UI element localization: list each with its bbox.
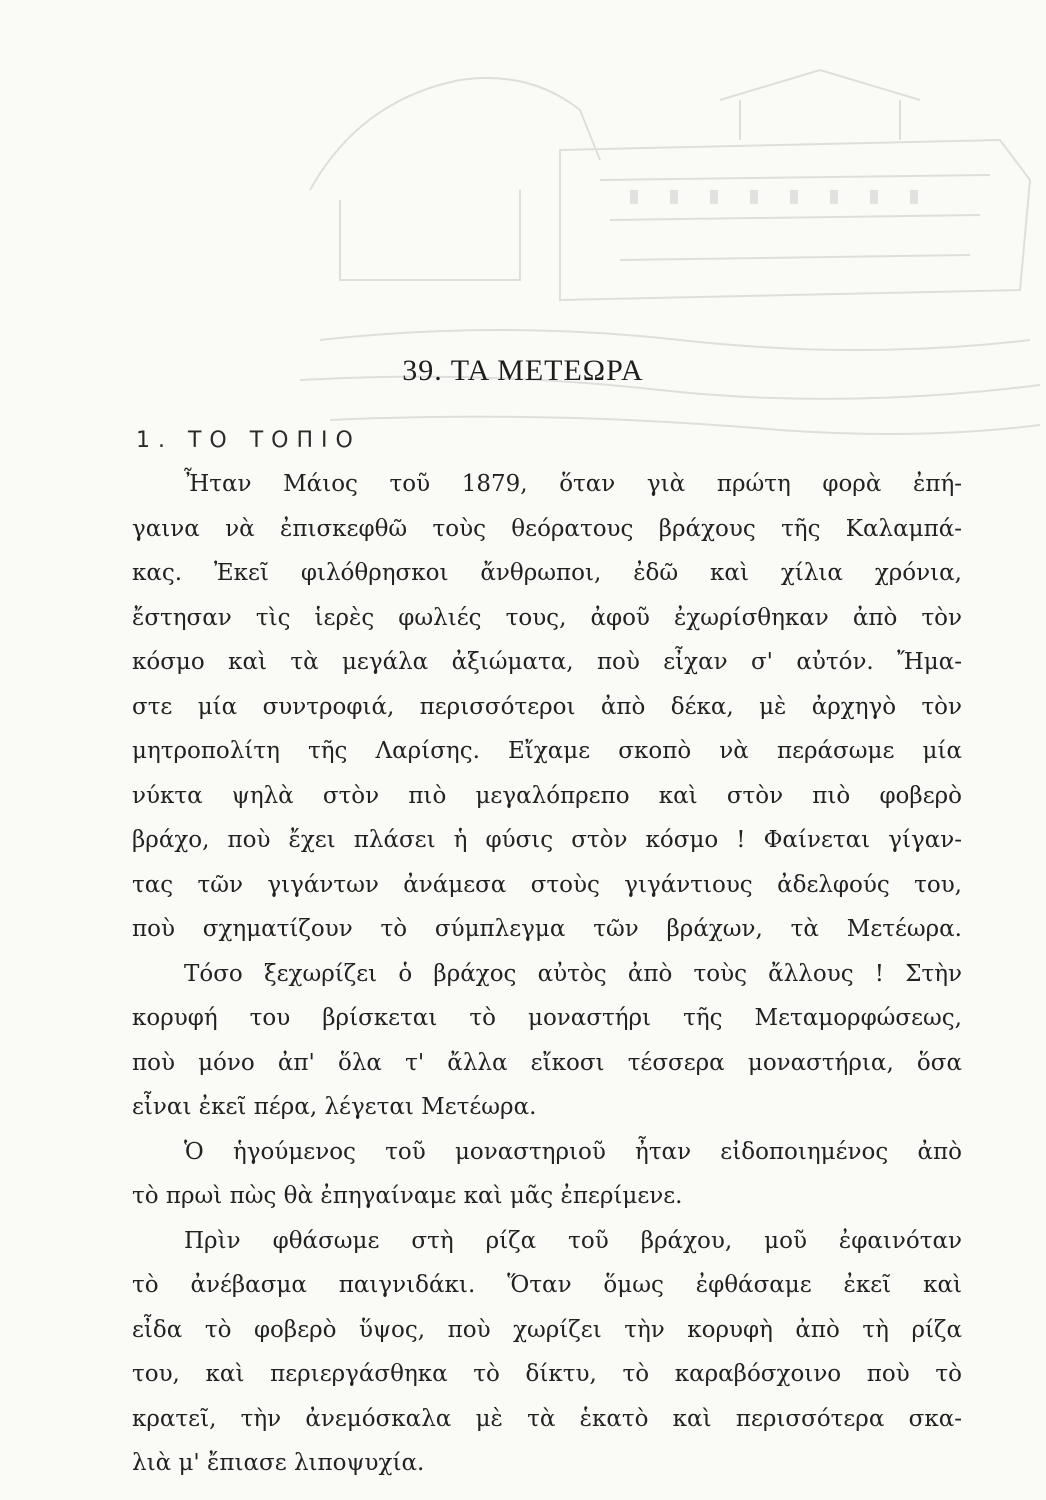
text-line: τὸ πρωὶ πὼς θὰ ἐπηγαίναμε καὶ μᾶς ἐπερίμενε. bbox=[132, 1183, 683, 1209]
text-line: στε μία συντροφιά, περισσότεροι ἀπὸ δέκα, μὲ ἀρχηγὸ τὸν bbox=[132, 693, 962, 720]
text-line: κρατεῖ, τὴν ἀνεμόσκαλα μὲ τὰ ἑκατὸ καὶ περισσότερα σκα- bbox=[132, 1405, 962, 1432]
text-line: Ὁ ἡγούμενος τοῦ μοναστηριοῦ ἦταν εἰδοποιημένος ἀπὸ bbox=[184, 1138, 962, 1165]
monastery-sketch-illustration bbox=[300, 40, 1040, 480]
text-line: κας. Ἐκεῖ φιλόθρησκοι ἄνθρωποι, ἐδῶ καὶ χίλια χρόνια, bbox=[132, 560, 962, 586]
text-line: ποὺ σχηματίζουν τὸ σύμπλεγμα τῶν βράχων, τὰ Μετέωρα. bbox=[132, 916, 962, 942]
section-heading: 1. ΤΟ ΤΟΠΙΟ bbox=[136, 428, 361, 453]
text-line: λιὰ μ' ἔπιασε λιποψυχία. bbox=[132, 1450, 425, 1476]
paragraph bbox=[132, 1219, 962, 1486]
text-line: κόσμο καὶ τὰ μεγάλα ἀξιώματα, ποὺ εἶχαν σ' αὐτόν. Ἤμα- bbox=[132, 649, 962, 675]
text-line: Πρὶν φθάσωμε στὴ ρίζα τοῦ βράχου, μοῦ ἐφαινόταν bbox=[184, 1227, 962, 1254]
text-line: ποὺ μόνο ἀπ' ὅλα τ' ἄλλα εἴκοσι τέσσερα μοναστήρια, ὅσα bbox=[132, 1049, 962, 1076]
paragraph bbox=[132, 1130, 962, 1219]
text-line: του, καὶ περιεργάσθηκα τὸ δίκτυ, τὸ καραβόσχοινο ποὺ τὸ bbox=[132, 1361, 962, 1387]
chapter-title: 39. ΤΑ ΜΕΤΕΩΡΑ bbox=[402, 354, 644, 387]
text-line: Ἦταν Μάιος τοῦ 1879, ὅταν γιὰ πρώτη φορὰ ἐπή- bbox=[184, 471, 962, 497]
paragraph bbox=[132, 462, 962, 952]
text-line: εἶδα τὸ φοβερὸ ὕψος, ποὺ χωρίζει τὴν κορυφὴ ἀπὸ τὴ ρίζα bbox=[132, 1316, 962, 1343]
text-line: βράχο, ποὺ ἔχει πλάσει ἡ φύσις στὸν κόσμο ! Φαίνεται γίγαν- bbox=[132, 827, 962, 853]
text-line: ἔστησαν τὶς ἱερὲς φωλιές τους, ἀφοῦ ἐχωρίσθηκαν ἀπὸ τὸν bbox=[132, 604, 962, 631]
text-line: νύκτα ψηλὰ στὸν πιὸ μεγαλόπρεπο καὶ στὸν πιὸ φοβερὸ bbox=[132, 782, 962, 809]
text-line: τας τῶν γιγάντων ἀνάμεσα στοὺς γιγάντιους ἀδελφούς του, bbox=[132, 871, 962, 898]
text-line: εἶναι ἐκεῖ πέρα, λέγεται Μετέωρα. bbox=[132, 1094, 537, 1120]
text-line: γαινα νὰ ἐπισκεφθῶ τοὺς θεόρατους βράχους τῆς Καλαμπά- bbox=[132, 515, 962, 542]
text-line: τὸ ἀνέβασμα παιγνιδάκι. Ὅταν ὅμως ἐφθάσαμε ἐκεῖ καὶ bbox=[132, 1272, 962, 1298]
body-text bbox=[132, 462, 962, 1486]
text-line: Τόσο ξεχωρίζει ὁ βράχος αὐτὸς ἀπὸ τοὺς ἄλλους ! Στὴν bbox=[184, 960, 962, 987]
text-line: μητροπολίτη τῆς Λαρίσης. Εἴχαμε σκοπὸ νὰ περάσωμε μία bbox=[132, 738, 962, 764]
paragraph bbox=[132, 952, 962, 1130]
text-line: κορυφή του βρίσκεται τὸ μοναστήρι τῆς Μεταμορφώσεως, bbox=[132, 1005, 962, 1031]
